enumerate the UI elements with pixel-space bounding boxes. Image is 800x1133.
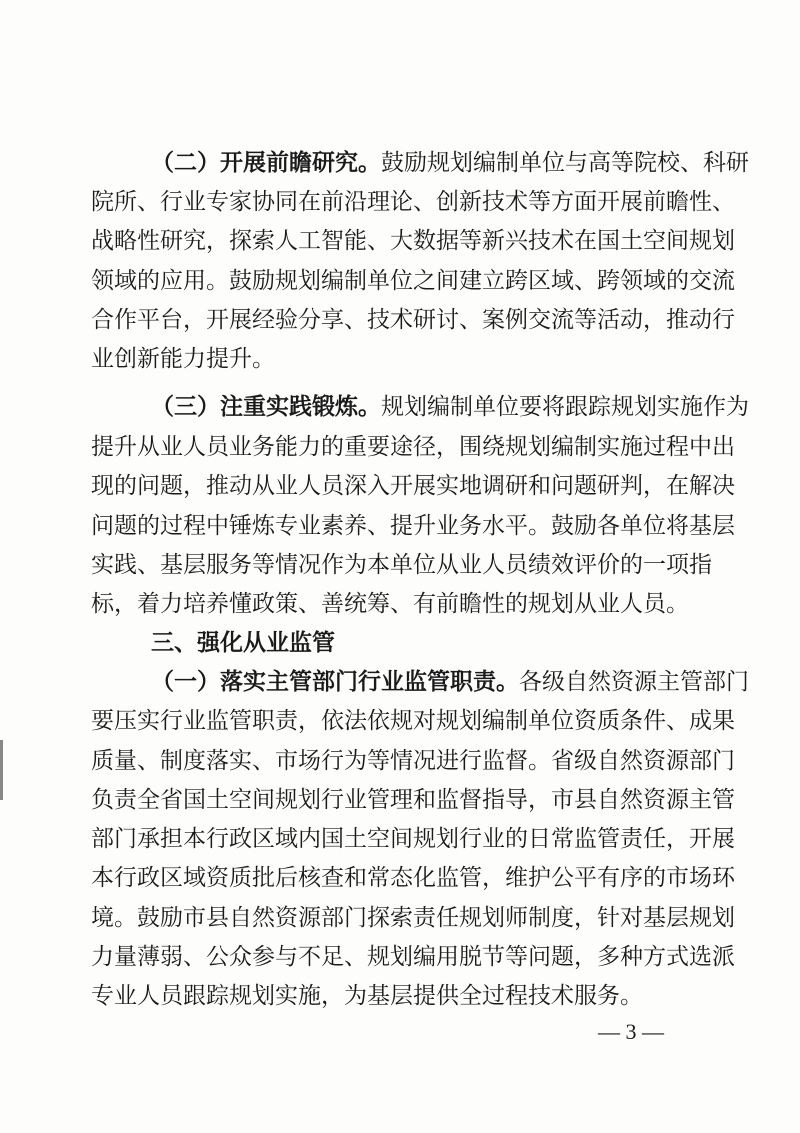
paragraph-line: 境。鼓励市县自然资源部门探索责任规划师制度，针对基层规划 bbox=[91, 905, 735, 931]
paragraph-line: 力量薄弱、公众参与不足、规划编用脱节等问题，多种方式选派 bbox=[91, 944, 735, 970]
paragraph-line bbox=[151, 390, 749, 424]
paragraph-line: 部门承担本行政区域内国土空间规划行业的日常监管责任，开展 bbox=[91, 826, 735, 852]
paragraph-text: 各级自然资源主管部门 bbox=[519, 669, 749, 695]
paragraph-line: 本行政区域资质批后核查和常态化监管，维护公平有序的市场环 bbox=[91, 865, 735, 891]
scan-edge-mark bbox=[0, 740, 3, 800]
paragraph-line: 专业人员跟踪规划实施，为基层提供全过程技术服务。 bbox=[91, 983, 643, 1009]
paragraph-text: 规划编制单位要将跟踪规划实施作为 bbox=[381, 394, 749, 420]
paragraph-heading: （二）开展前瞻研究。 bbox=[151, 150, 381, 176]
paragraph-line: 提升从业人员业务能力的重要途径，围绕规划编制实施过程中出 bbox=[91, 434, 735, 460]
paragraph-line: 问题的过程中锤炼专业素养、提升业务水平。鼓励各单位将基层 bbox=[91, 513, 735, 539]
paragraph-line: 业创新能力提升。 bbox=[91, 346, 275, 372]
paragraph-heading: （三）注重实践锻炼。 bbox=[151, 394, 381, 420]
paragraph-line: 领域的应用。鼓励规划编制单位之间建立跨区域、跨领域的交流 bbox=[91, 268, 735, 294]
paragraph-line: 质量、制度落实、市场行为等情况进行监督。省级自然资源部门 bbox=[91, 748, 735, 774]
page-number: — 3 — bbox=[598, 1019, 664, 1044]
paragraph-text: 鼓励规划编制单位与高等院校、科研 bbox=[381, 150, 749, 176]
paragraph-line: 现的问题，推动从业人员深入开展实地调研和问题研判，在解决 bbox=[91, 473, 735, 499]
paragraph-line bbox=[151, 665, 749, 699]
paragraph-heading: （一）落实主管部门行业监管职责。 bbox=[151, 669, 519, 695]
section-title: 三、强化从业监管 bbox=[151, 630, 335, 656]
paragraph-line: 标，着力培养懂政策、善统筹、有前瞻性的规划从业人员。 bbox=[91, 591, 689, 617]
paragraph-line: 战略性研究，探索人工智能、大数据等新兴技术在国土空间规划 bbox=[91, 228, 735, 254]
paragraph-line: 要压实行业监管职责，依法依规对规划编制单位资质条件、成果 bbox=[91, 708, 735, 734]
paragraph-line: 院所、行业专家协同在前沿理论、创新技术等方面开展前瞻性、 bbox=[91, 189, 735, 215]
paragraph-line bbox=[151, 146, 749, 180]
paragraph-line: 实践、基层服务等情况作为本单位从业人员绩效评价的一项指 bbox=[91, 552, 712, 578]
paragraph-line: 负责全省国土空间规划行业管理和监督指导，市县自然资源主管 bbox=[91, 787, 735, 813]
paragraph-line: 合作平台，开展经验分享、技术研讨、案例交流等活动，推动行 bbox=[91, 307, 735, 333]
